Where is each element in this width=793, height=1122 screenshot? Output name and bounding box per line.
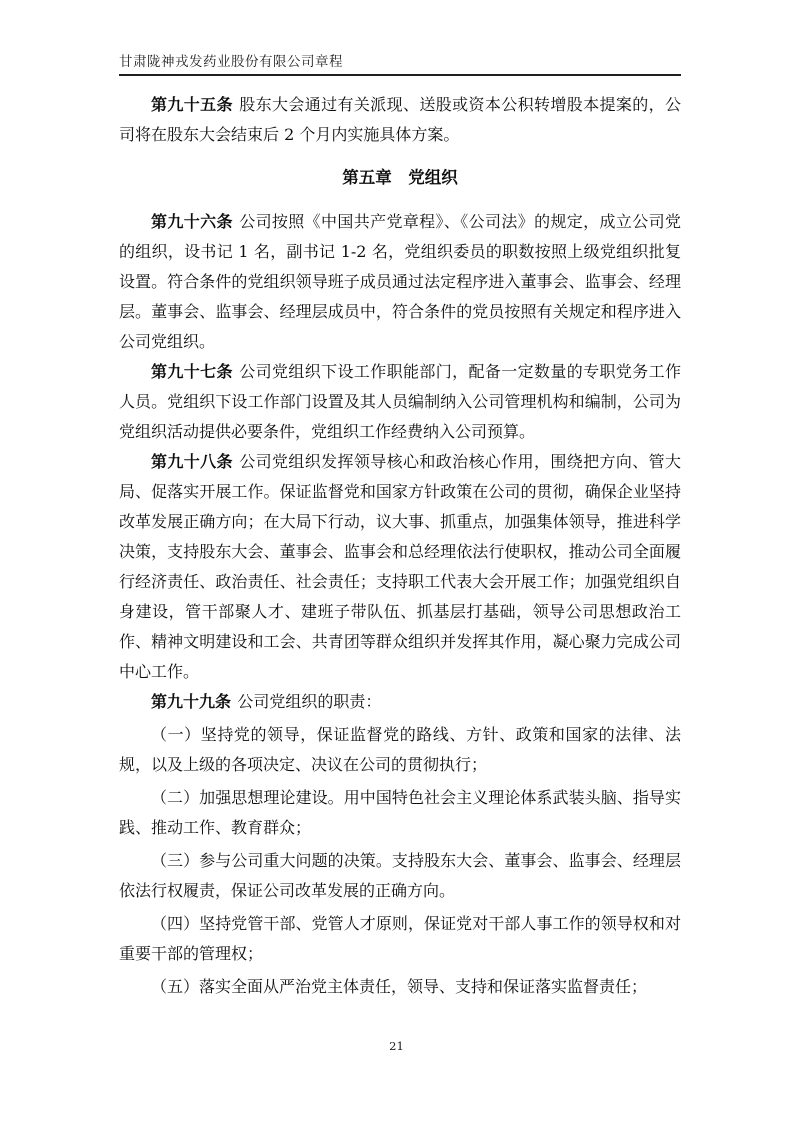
article-95-text: 股东大会通过有关派现、送股或资本公积转增股本提案的，公司将在股东大会结束后 2 个月内实施具体方案。	[119, 95, 681, 144]
article-98-label: 第九十八条	[151, 452, 233, 471]
clause-4-paragraph: （四）坚持党管干部、党管人才原则，保证党对干部人事工作的领导权和对重要干部的管理权；	[119, 914, 681, 963]
page-header	[119, 54, 681, 76]
article-96-paragraph	[119, 207, 681, 357]
article-97-label: 第九十七条	[151, 362, 233, 381]
clause-5-paragraph: （五）落实全面从严治党主体责任，领导、支持和保证落实监督责任；	[151, 977, 648, 996]
article-97-paragraph	[119, 357, 681, 447]
clause-2-paragraph: （二）加强思想理论建设。用中国特色社会主义理论体系武装头脑、指导实践、推动工作、教育群众；	[119, 788, 681, 837]
article-99-paragraph	[119, 687, 681, 717]
document-body	[119, 90, 681, 1002]
chapter-heading: 第五章 党组织	[342, 168, 458, 187]
article-96-label: 第九十六条	[151, 212, 233, 231]
clause-1-paragraph: （一）坚持党的领导，保证监督党的路线、方针、政策和国家的法律、法规，以及上级的各项决定、决议在公司的贯彻执行；	[119, 725, 681, 774]
article-95-label: 第九十五条	[151, 95, 233, 114]
document-title: 甘肃陇神戎发药业股份有限公司章程	[119, 54, 343, 70]
article-96-text: 公司按照《中国共产党章程》、《公司法》的规定，成立公司党的组织，设书记 1 名，副书记 1-2 名，党组织委员的职数按照上级党组织批复设置。符合条件的党组织领导班子成员通过法定程序进入董事会、监事会、经理层。董事会、监事会、经理层成员中，符合条件的党员按照有关规定和程序进入公司党组织。	[119, 212, 681, 351]
article-98-paragraph	[119, 447, 681, 687]
article-99-label: 第九十九条	[151, 692, 232, 711]
article-98-text: 公司党组织发挥领导核心和政治核心作用，围绕把方向、管大局、促落实开展工作。保证监督党和国家方针政策在公司的贯彻，确保企业坚持改革发展正确方向；在大局下行动，议大事、抓重点，加强集体领导，推进科学决策，支持股东大会、董事会、监事会和总经理依法行使职权，推动公司全面履行经济责任、政治责任、社会责任；支持职工代表大会开展工作；加强党组织自身建设，管干部聚人才、建班子带队伍、抓基层打基础，领导公司思想政治工作、精神文明建设和工会、共青团等群众组织并发挥其作用，凝心聚力完成公司中心工作。	[119, 452, 681, 681]
article-97-text: 公司党组织下设工作职能部门，配备一定数量的专职党务工作人员。党组织下设工作部门设置及其人员编制纳入公司管理机构和编制，公司为党组织活动提供必要条件，党组织工作经费纳入公司预算。	[119, 362, 681, 441]
page-number: 21	[389, 1039, 404, 1053]
article-99-text: 公司党组织的职责：	[237, 692, 382, 711]
article-95-paragraph	[119, 90, 681, 150]
clause-3-paragraph: （三）参与公司重大问题的决策。支持股东大会、董事会、监事会、经理层依法行权履责，保证公司改革发展的正确方向。	[119, 851, 681, 900]
